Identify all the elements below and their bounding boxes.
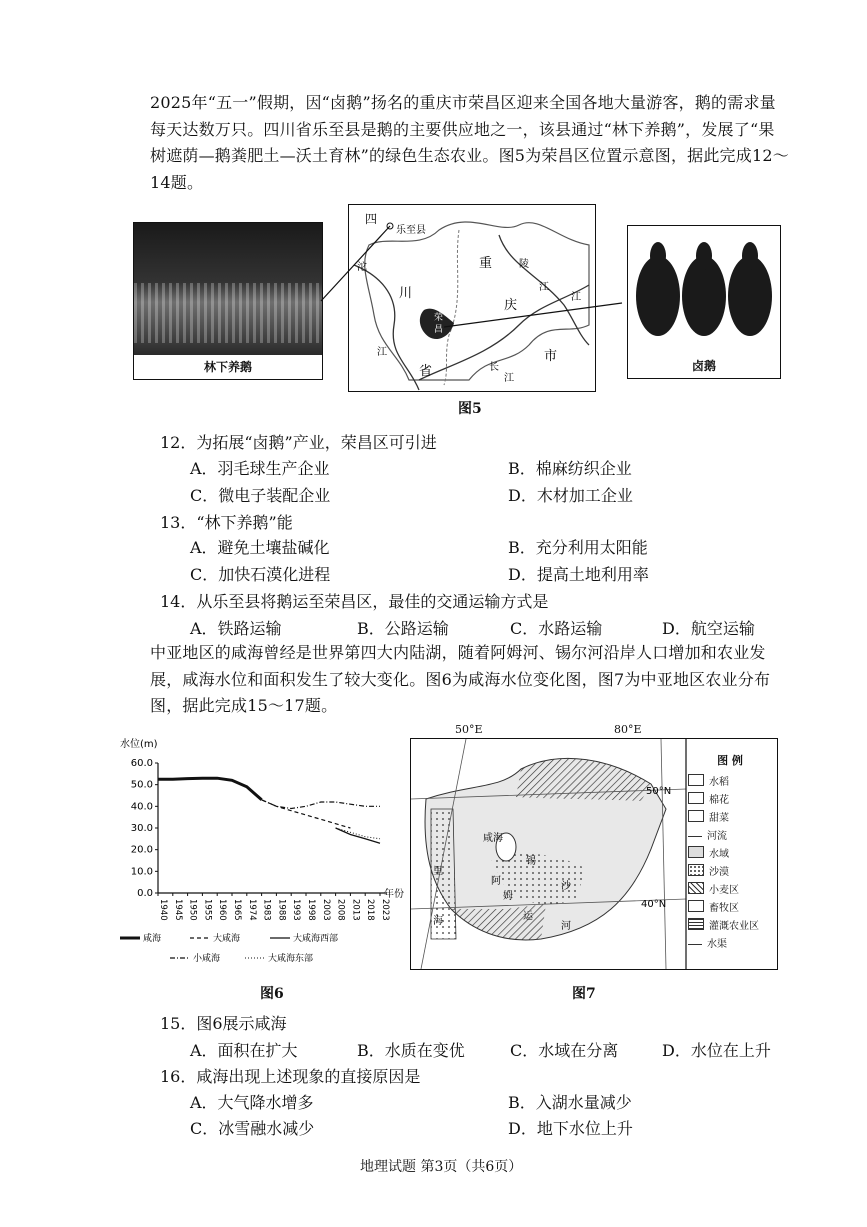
map-label-jialing-jiang: 江 xyxy=(539,282,549,293)
x-tick-label: 1974 xyxy=(246,899,257,921)
x-tick-label: 1998 xyxy=(306,899,316,921)
x-tick-label: 1965 xyxy=(232,899,242,921)
q16-option-d: D．地下水位上升 xyxy=(508,1119,633,1138)
y-tick-label: 10.0 xyxy=(130,866,153,878)
series-line-大咸海 xyxy=(262,800,351,828)
fig7-legend-item xyxy=(688,933,772,951)
q13-option-d: D．提高土地利用率 xyxy=(508,565,649,584)
y-tick-label: 20.0 xyxy=(130,844,153,856)
fig7-legend-swatch xyxy=(688,792,704,804)
fig7-legend-swatch xyxy=(688,939,702,945)
q14-option-c: C．水路运输 xyxy=(510,619,603,638)
q13-option-b: B．充分利用太阳能 xyxy=(508,538,648,557)
y-tick-label: 60.0 xyxy=(130,758,153,769)
q12-option-a: A．羽毛球生产企业 xyxy=(190,459,330,478)
intro-paragraph-2 xyxy=(150,640,790,720)
q13-option-a: A．避免土壤盐碱化 xyxy=(190,538,330,557)
fig7-legend xyxy=(688,752,772,951)
q15-option-c: C．水域在分离 xyxy=(510,1041,619,1060)
y-tick-label: 0.0 xyxy=(137,888,153,899)
q14-option-a: A．铁路运输 xyxy=(190,619,282,638)
fig7-legend-text: 畜牧区 xyxy=(709,902,739,914)
braised-goose-image xyxy=(628,226,780,354)
q12-option-d: D．木材加工企业 xyxy=(508,486,633,505)
map-label-chong: 重 xyxy=(479,256,493,271)
fig7-label-sha: 沙 xyxy=(561,881,571,892)
rongchang-location-map xyxy=(348,204,596,392)
map-label-shi: 市 xyxy=(544,349,558,364)
goose-forest-photo xyxy=(133,222,323,380)
map-label-tuo-jiang: 江 xyxy=(377,347,387,358)
series-line-咸海 xyxy=(158,778,262,800)
fig7-legend-text: 水渠 xyxy=(707,938,727,950)
intro-paragraph-2-text: 中亚地区的咸海曾经是世界第四大内陆湖，随着阿姆河、锡尔河沿岸人口增加和农业发展，咸海水位和面积发生了较大变化。图6为咸海水位变化图，图7为中亚地区农业分布图，据此完成15～17题。 xyxy=(150,643,771,715)
x-tick-label: 2023 xyxy=(380,899,390,921)
y-tick-label: 40.0 xyxy=(130,801,153,813)
q16-option-b: B．入湖水量减少 xyxy=(508,1093,632,1112)
x-tick-label: 1993 xyxy=(291,899,302,921)
q16-option-c: C．冰雪融水减少 xyxy=(190,1119,315,1138)
fig7-legend-item xyxy=(688,825,772,843)
x-tick-label: 1960 xyxy=(217,899,228,921)
map-label-qing: 庆 xyxy=(504,298,518,313)
x-tick-label: 2008 xyxy=(335,899,346,921)
q13-option-c: C．加快石漠化进程 xyxy=(190,565,331,584)
legend-label: 大咸海西部 xyxy=(293,934,339,944)
q12-option-b: B．棉麻纺织企业 xyxy=(508,459,632,478)
fig7-label-lat50: 50°N xyxy=(646,786,672,797)
fig7-label-hai: 海 xyxy=(433,916,443,927)
fig7-legend-item xyxy=(688,771,772,789)
x-tick-label: 1950 xyxy=(187,899,198,921)
legend-label: 大咸海 xyxy=(213,934,241,944)
y-tick-label: 50.0 xyxy=(130,779,153,791)
fig7-label-mu: 姆 xyxy=(503,891,513,902)
braised-goose-photo xyxy=(627,225,781,379)
fig7-label-lat40: 40°N xyxy=(641,899,667,910)
map-label-chuan: 川 xyxy=(399,286,413,301)
x-tick-label: 1988 xyxy=(276,899,287,921)
q15-option-b: B．水质在变优 xyxy=(357,1041,465,1060)
x-tick-label: 2003 xyxy=(320,899,331,921)
y-tick-label: 30.0 xyxy=(130,823,153,834)
q12-option-c: C．微电子装配企业 xyxy=(190,486,331,505)
fig7-legend-swatch xyxy=(688,810,704,822)
fig7-legend-swatch xyxy=(688,918,704,930)
fig7-label-yun: 运 xyxy=(523,911,533,922)
map-label-tuo: 沱 xyxy=(357,262,367,273)
q14-option-d: D．航空运输 xyxy=(662,619,755,638)
fig7-label-li: 里 xyxy=(433,866,443,877)
q16-stem: 16．咸海出现上述现象的直接原因是 xyxy=(160,1067,421,1086)
fig7-legend-text: 小麦区 xyxy=(709,884,739,896)
fig5-caption: 图5 xyxy=(458,401,482,417)
q13-stem: 13．“林下养鹅”能 xyxy=(160,513,293,532)
fig7-legend-swatch xyxy=(688,774,704,786)
legend-label: 小咸海 xyxy=(193,954,221,964)
series-line-小咸海 xyxy=(262,800,380,809)
map-label-lezhi: 乐至县 xyxy=(396,225,426,236)
fig7-label-he: 河 xyxy=(561,921,571,932)
fig7-legend-item xyxy=(688,843,772,861)
x-tick-label: 2013 xyxy=(350,899,361,921)
fig7-label-a: 阿 xyxy=(491,876,501,887)
fig7-legend-item xyxy=(688,915,772,933)
x-tick-label: 1940 xyxy=(158,899,168,921)
map-label-wu-jiang: 江 xyxy=(571,292,581,303)
fig6-chart-svg xyxy=(120,735,404,975)
fig7-label-xianhai: 咸海 xyxy=(483,833,503,844)
fig7-legend-item xyxy=(688,789,772,807)
fig7-legend-swatch xyxy=(688,831,702,837)
fig7-legend-swatch xyxy=(688,864,704,876)
y-axis-label: 水位(m) xyxy=(120,739,158,750)
fig7-legend-item xyxy=(688,897,772,915)
fig7-legend-text: 水稻 xyxy=(709,776,729,788)
fig7-legend-title: 图 例 xyxy=(717,754,743,767)
q14-option-b: B．公路运输 xyxy=(357,619,449,638)
fig7-caption: 图7 xyxy=(572,986,596,1002)
map-label-chang: 长 xyxy=(489,362,499,373)
map-label-jialing: 陵 xyxy=(519,259,529,270)
braised-goose-label: 卤鹅 xyxy=(691,359,716,373)
goose-forest-label: 林下养鹅 xyxy=(203,360,252,374)
fig7-legend-items xyxy=(688,771,772,951)
fig7-legend-swatch xyxy=(688,882,704,894)
fig7-legend-item xyxy=(688,807,772,825)
q15-stem: 15．图6展示咸海 xyxy=(160,1014,287,1033)
fig7-legend-text: 沙漠 xyxy=(709,866,729,878)
x-tick-label: 1955 xyxy=(202,899,213,921)
map-label-si: 四 xyxy=(365,212,378,226)
fig7-legend-text: 水域 xyxy=(709,848,729,860)
fig7-legend-text: 灌溉农业区 xyxy=(709,920,759,932)
map-label-chang2: 昌 xyxy=(434,325,444,335)
q16-option-a: A．大气降水增多 xyxy=(190,1093,314,1112)
series-line-大咸海西部 xyxy=(336,828,380,843)
fig7-legend-item xyxy=(688,861,772,879)
fig7-legend-swatch xyxy=(688,846,704,858)
fig7-legend-text: 甜菜 xyxy=(709,812,729,824)
fig7-legend-item xyxy=(688,879,772,897)
fig6-caption: 图6 xyxy=(260,986,284,1002)
fig7-legend-text: 河流 xyxy=(707,830,727,842)
x-tick-label: 1983 xyxy=(261,899,272,921)
map-label-rong: 荣 xyxy=(434,313,444,323)
map-label-sheng: 省 xyxy=(419,364,433,379)
q14-stem: 14．从乐至县将鹅运至荣昌区，最佳的交通运输方式是 xyxy=(160,592,549,611)
x-tick-label: 1945 xyxy=(172,899,183,921)
fig6-chart xyxy=(120,735,404,975)
rongchang-map-svg xyxy=(349,205,595,391)
q15-option-d: D．水位在上升 xyxy=(662,1041,771,1060)
legend-label: 大咸海东部 xyxy=(268,954,314,964)
x-axis-unit: 年份 xyxy=(384,889,404,900)
q15-option-a: A．面积在扩大 xyxy=(190,1041,298,1060)
fig7-lon-80e: 80°E xyxy=(614,723,642,736)
page-footer: 地理试题 第3页（共6页） xyxy=(360,1159,523,1175)
fig7-legend-swatch xyxy=(688,900,704,912)
x-tick-label: 2018 xyxy=(365,899,376,921)
intro-paragraph-1 xyxy=(150,90,790,196)
q12-stem: 12．为拓展“卤鹅”产业，荣昌区可引进 xyxy=(160,433,437,452)
fig7-lon-50e: 50°E xyxy=(455,723,483,736)
intro-paragraph-1-text: 2025年“五一”假期，因“卤鹅”扬名的重庆市荣昌区迎来全国各地大量游客，鹅的需求量每天达数万只。四川省乐至县是鹅的主要供应地之一，该县通过“林下养鹅”，发展了“果树遮荫—鹅粪肥土—沃土育林”的绿色生态农业。图5为荣昌区位置示意图，据此完成12～14题。 xyxy=(150,93,789,192)
fig7-label-xi: 锡 xyxy=(526,856,536,867)
fig7-legend-text: 棉花 xyxy=(709,794,729,806)
map-label-chang-jiang: 江 xyxy=(504,373,514,384)
legend-label: 咸海 xyxy=(143,934,162,944)
